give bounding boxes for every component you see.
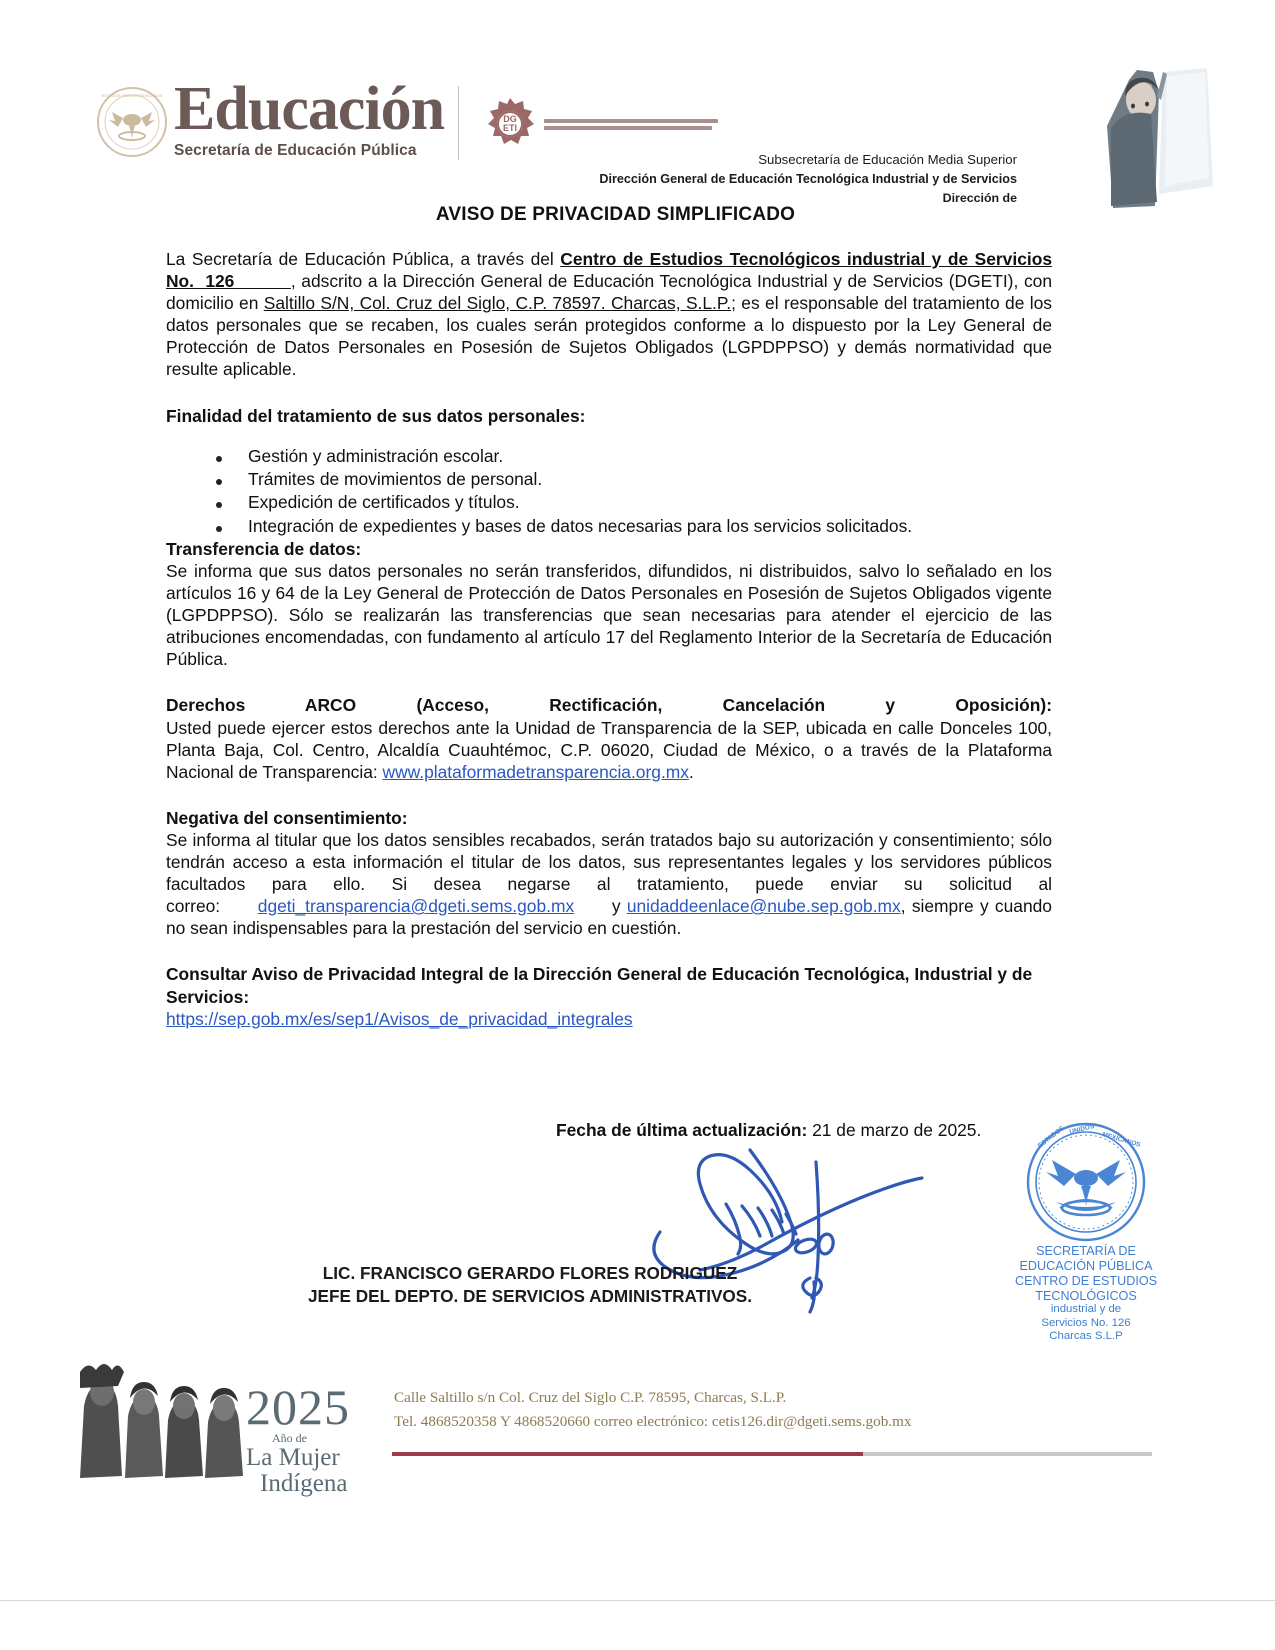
arco-tail: .	[688, 761, 694, 782]
svg-text:ESTADOS UNIDOS MEXICANOS: ESTADOS UNIDOS MEXICANOS	[101, 93, 163, 98]
document-footer	[0, 1360, 1275, 1540]
unidad-enlace-email-link[interactable]: unidaddeenlace@nube.sep.gob.mx	[626, 896, 901, 917]
signer-block	[0, 1262, 1060, 1308]
document-header	[0, 0, 1275, 215]
list-item: Expedición de certificados y títulos.	[210, 491, 1052, 514]
footer-contact: Tel. 4868520358 Y 4868520660 correo electrónico: cetis126.dir@dgeti.sems.gob.mx	[394, 1412, 912, 1430]
transferencia-paragraph: Se informa que sus datos personales no serán transferidos, difundidos, ni distribuidos, salvo lo señalado en los artículos 16 y 64 de la Ley General de Protección de Datos Personales en Posesión de Sujetos Obligados vigente (LGPDPPSO). Sólo se realizarán las transferencias que sean necesarias para atender el ejercicio de las atribuciones encomendadas, con fundamento al artículo 17 del Reglamento Interior de la Secretaría de Educación Pública.	[166, 561, 1052, 670]
seal-line-2: EDUCACIÓN PÚBLICA	[1019, 1258, 1153, 1273]
svg-text:ESTADOS: ESTADOS	[1036, 1125, 1066, 1150]
intro-address: Saltillo S/N, Col. Cruz del Siglo, C.P. 78597. Charcas, S.L.P.	[263, 293, 732, 314]
finalidad-heading: Finalidad del tratamiento de sus datos personales:	[166, 405, 586, 426]
logo-wordmark: Educación	[174, 75, 445, 143]
intro-paragraph	[166, 248, 1052, 381]
list-item: Integración de expedientes y bases de datos necesarias para los servicios solicitados.	[210, 515, 1052, 538]
gear-icon	[482, 96, 538, 152]
seal-line-3: CENTRO DE ESTUDIOS	[1014, 1273, 1158, 1288]
negativa-heading: Negativa del consentimiento:	[166, 807, 408, 828]
seal-line-5: industrial y de	[1050, 1303, 1122, 1316]
document-body	[166, 248, 1052, 1030]
mexican-eagle-icon	[96, 86, 168, 158]
header-line-subsecretaria: Subsecretaría de Educación Media Superior	[758, 152, 1017, 167]
footer-rule	[392, 1452, 1152, 1456]
footer-year-caption-3: Indígena	[260, 1470, 348, 1498]
footer-contact-block	[394, 1386, 912, 1433]
signer-name: LIC. FRANCISCO GERARDO FLORES RODRIGUEZ	[322, 1263, 738, 1283]
finalidad-list	[166, 445, 1052, 538]
intro-blank-line	[234, 271, 290, 291]
signer-position: JEFE DEL DEPTO. DE SERVICIOS ADMINISTRATIVOS.	[307, 1286, 753, 1307]
list-item: Trámites de movimientos de personal.	[210, 468, 1052, 491]
footer-year-caption	[246, 1432, 347, 1498]
svg-text:UNIDOS: UNIDOS	[1068, 1123, 1096, 1136]
dgeti-logo-text	[544, 119, 718, 130]
intro-number	[194, 271, 205, 291]
footer-address: Calle Saltillo s/n Col. Cruz del Siglo C.P. 78595, Charcas, S.L.P.	[394, 1389, 787, 1406]
negativa-body-1: Se informa al titular que los datos sensibles recabados, serán tratados bajo su autorización y consentimiento; sólo tendrán acceso a esta información el titular de los datos, sus representantes legales y los servidores públicos facultados para ello. Si desea negarse al tratamiento, puede enviar su solicitud al correo:	[166, 829, 1052, 917]
negativa-paragraph	[166, 829, 1052, 939]
logo-divider	[458, 86, 459, 160]
negativa-conjunction: y	[611, 896, 621, 917]
transferencia-heading: Transferencia de datos:	[166, 538, 362, 559]
last-update-value: 21 de marzo de 2025.	[812, 1120, 982, 1140]
svg-text:MEXICANOS: MEXICANOS	[1101, 1131, 1142, 1149]
seal-text-block	[1000, 1244, 1172, 1344]
header-department-text	[599, 150, 1017, 207]
seal-line-4: TECNOLÓGICOS	[1035, 1288, 1137, 1303]
last-update-date	[556, 1120, 981, 1141]
svg-text:ETI: ETI	[502, 123, 518, 133]
intro-text-2: , adscrito a la Dirección General de Educación Tecnológica Industrial y de Servicios (DGETI), con domicilio en	[166, 271, 1052, 314]
header-line-direccion: Dirección de	[942, 190, 1017, 205]
flag-bearer-photo	[1067, 66, 1215, 214]
header-line-direccion-general: Dirección General de Educación Tecnológica Industrial y de Servicios	[599, 171, 1017, 186]
dgeti-transparencia-email-link[interactable]: dgeti_transparencia@dgeti.sems.gob.mx	[257, 896, 575, 917]
negativa-body-2: , siempre y cuando no sean indispensables para la prestación del servicio en cuestión.	[166, 896, 1052, 939]
logo-subtitle: Secretaría de Educación Pública	[174, 142, 417, 159]
aviso-integral-link[interactable]: https://sep.gob.mx/es/sep1/Avisos_de_privacidad_integrales	[166, 1008, 633, 1029]
official-seal	[1000, 1118, 1172, 1348]
arco-body-text: Usted puede ejercer estos derechos ante la Unidad de Transparencia de la SEP, ubicada en calle Donceles 100, Planta Baja, Col. Centro, Alcaldía Cuauhtémoc, C.P. 06020, Ciudad de México, o a través de la Plataforma Nacional de Transparencia:	[166, 717, 1052, 782]
integral-link-row	[166, 1008, 1052, 1030]
footer-year-caption-2: La Mujer	[246, 1443, 340, 1471]
seal-emblem-icon	[1000, 1118, 1172, 1248]
page-bottom-border	[0, 1600, 1275, 1601]
seal-line-6: Servicios No. 126	[1041, 1316, 1131, 1329]
sep-logo	[96, 75, 445, 160]
intro-organization: Centro de Estudios Tecnológicos industrial y de Servicios No.	[166, 249, 1052, 292]
plataforma-transparencia-link[interactable]: www.plataformadetransparencia.org.mx	[382, 761, 689, 782]
intro-number-value: 126	[205, 271, 235, 292]
footer-year-caption-1: Año de	[272, 1431, 307, 1445]
arco-heading: Derechos ARCO (Acceso, Rectificación, Cancelación y Oposición):	[166, 695, 1052, 716]
last-update-label: Fecha de última actualización:	[556, 1120, 808, 1140]
arco-paragraph	[166, 717, 1052, 783]
footer-year: 2025	[246, 1379, 350, 1435]
intro-text-3: ; es el responsable del tratamiento de los datos personales que se recaben, los cuales serán protegidos conforme a lo dispuesto por la Ley General de Protección de Datos Personales en Posesión de Sujetos Obligados (LGPDPPSO) y demás normatividad que resulte aplicable.	[166, 293, 1052, 380]
dgeti-logo	[482, 96, 718, 152]
seal-line-1: SECRETARÍA DE	[1036, 1244, 1136, 1258]
intro-text-1: La Secretaría de Educación Pública, a través del	[166, 249, 561, 269]
integral-heading: Consultar Aviso de Privacidad Integral de la Dirección General de Educación Tecnológica, Industrial y de Servicios:	[166, 964, 1033, 1007]
page-title-text: AVISO DE PRIVACIDAD SIMPLIFICADO	[435, 204, 796, 225]
list-item: Gestión y administración escolar.	[210, 445, 1052, 468]
seal-line-7: Charcas S.L.P	[1049, 1330, 1123, 1343]
svg-text:DG: DG	[503, 114, 517, 124]
page-title	[0, 204, 1275, 226]
